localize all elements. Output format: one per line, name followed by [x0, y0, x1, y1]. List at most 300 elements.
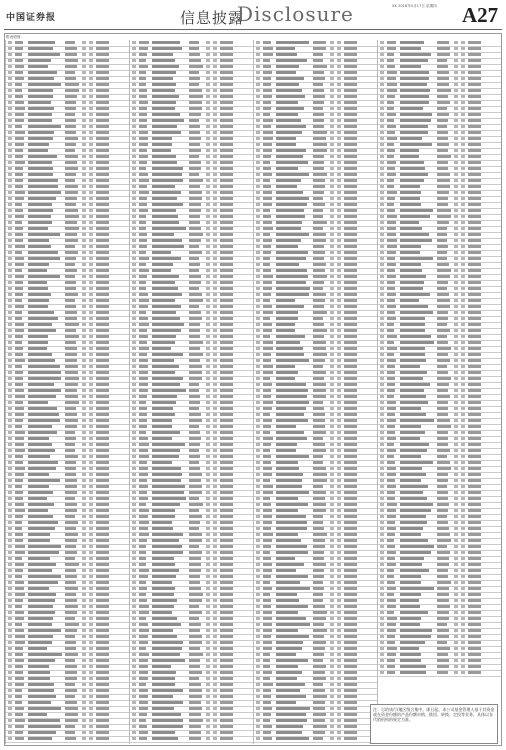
- table-cell: [263, 203, 272, 206]
- table-cell: [468, 275, 481, 278]
- table-cell: [139, 443, 149, 446]
- table-cell: [330, 47, 334, 50]
- table-cell: [152, 287, 178, 290]
- table-cell: [213, 713, 217, 716]
- table-cell: [380, 485, 384, 488]
- table-cell: [15, 83, 22, 86]
- table-cell: [256, 317, 260, 320]
- table-cell: [206, 137, 210, 140]
- masthead: [0, 0, 506, 30]
- table-cell: [461, 227, 465, 230]
- table-cell: [65, 185, 78, 188]
- table-cell: [213, 167, 217, 170]
- table-cell: [139, 233, 147, 236]
- table-cell: [8, 683, 12, 686]
- table-cell: [263, 683, 273, 686]
- table-cell: [132, 239, 136, 242]
- table-cell: [82, 329, 86, 332]
- table-cell: [330, 701, 334, 704]
- table-cell: [89, 377, 93, 380]
- table-cell: [139, 41, 149, 44]
- table-cell: [330, 413, 334, 416]
- table-cell: [132, 275, 136, 278]
- table-cell: [8, 203, 12, 206]
- table-cell: [189, 263, 200, 266]
- table-cell: [220, 167, 233, 170]
- table-cell: [387, 53, 394, 56]
- table-cell: [468, 95, 481, 98]
- table-cell: [8, 245, 12, 248]
- table-cell: [206, 107, 210, 110]
- table-cell: [89, 341, 93, 344]
- table-cell: [152, 695, 173, 698]
- table-cell: [15, 305, 24, 308]
- table-cell: [256, 431, 260, 434]
- table-cell: [65, 95, 77, 98]
- table-cell: [313, 563, 326, 566]
- table-cell: [96, 137, 109, 140]
- footnote-text: 注：尽的该行/地区级合集中，即日起，本公司基金管理人基于其资金或在资金份额的产品份额申购、赎回、转换、定投等业务，具体以各代销机构的规定为准。: [373, 707, 495, 723]
- table-cell: [213, 689, 217, 692]
- table-cell: [276, 701, 296, 704]
- table-cell: [380, 497, 384, 500]
- table-cell: [330, 149, 334, 152]
- table-cell: [468, 653, 481, 656]
- table-cell: [461, 419, 465, 422]
- table-cell: [344, 617, 357, 620]
- table-cell: [82, 65, 86, 68]
- table-cell: [468, 89, 481, 92]
- table-cell: [380, 47, 384, 50]
- table-cell: [380, 401, 384, 404]
- table-cell: [468, 359, 481, 362]
- table-cell: [8, 185, 12, 188]
- table-cell: [82, 377, 86, 380]
- table-cell: [139, 449, 148, 452]
- table-cell: [89, 539, 93, 542]
- table-cell: [82, 515, 86, 518]
- table-cell: [276, 245, 298, 248]
- table-cell: [468, 647, 481, 650]
- table-cell: [387, 269, 395, 272]
- table-cell: [276, 539, 301, 542]
- table-cell: [15, 323, 24, 326]
- table-cell: [15, 203, 22, 206]
- table-cell: [82, 389, 86, 392]
- table-cell: [139, 527, 148, 530]
- table-row: [254, 736, 377, 743]
- table-cell: [400, 641, 425, 644]
- table-cell: [256, 437, 260, 440]
- table-cell: [189, 461, 199, 464]
- table-cell: [132, 455, 136, 458]
- table-cell: [206, 437, 210, 440]
- table-cell: [337, 77, 341, 80]
- table-cell: [96, 431, 109, 434]
- table-cell: [189, 239, 201, 242]
- table-cell: [96, 143, 109, 146]
- table-cell: [330, 371, 334, 374]
- table-cell: [276, 713, 306, 716]
- table-cell: [152, 53, 173, 56]
- table-cell: [15, 401, 23, 404]
- table-cell: [461, 509, 465, 512]
- table-cell: [468, 53, 481, 56]
- table-cell: [437, 89, 451, 92]
- table-cell: [8, 233, 12, 236]
- table-cell: [8, 443, 12, 446]
- table-cell: [28, 557, 50, 560]
- table-cell: [400, 587, 434, 590]
- page-number: A27: [462, 3, 499, 27]
- table-cell: [65, 365, 78, 368]
- table-cell: [263, 707, 272, 710]
- table-cell: [189, 503, 203, 506]
- table-cell: [263, 413, 270, 416]
- table-cell: [220, 677, 233, 680]
- table-cell: [220, 383, 233, 386]
- table-cell: [256, 329, 260, 332]
- table-cell: [468, 347, 481, 350]
- table-cell: [344, 101, 357, 104]
- table-cell: [132, 575, 136, 578]
- table-cell: [82, 599, 86, 602]
- table-cell: [256, 269, 260, 272]
- table-cell: [387, 221, 396, 224]
- table-cell: [28, 71, 57, 74]
- table-cell: [189, 179, 203, 182]
- table-cell: [400, 569, 429, 572]
- table-cell: [276, 581, 300, 584]
- table-cell: [139, 131, 148, 134]
- table-cell: [256, 311, 260, 314]
- table-cell: [189, 101, 202, 104]
- table-cell: [461, 269, 465, 272]
- table-cell: [263, 293, 271, 296]
- table-cell: [313, 311, 327, 314]
- table-cell: [213, 467, 217, 470]
- table-cell: [330, 569, 334, 572]
- table-cell: [139, 593, 146, 596]
- table-cell: [220, 257, 233, 260]
- table-cell: [213, 599, 217, 602]
- table-cell: [213, 551, 217, 554]
- table-cell: [437, 59, 447, 62]
- table-cell: [220, 617, 233, 620]
- table-cell: [89, 59, 93, 62]
- table-cell: [28, 431, 57, 434]
- table-cell: [344, 317, 357, 320]
- table-cell: [330, 575, 334, 578]
- table-cell: [461, 83, 465, 86]
- table-cell: [454, 419, 458, 422]
- table-cell: [213, 281, 217, 284]
- table-cell: [65, 731, 75, 734]
- table-cell: [206, 695, 210, 698]
- table-cell: [461, 563, 465, 566]
- table-cell: [82, 395, 86, 398]
- table-cell: [206, 59, 210, 62]
- table-cell: [15, 593, 25, 596]
- table-cell: [256, 545, 260, 548]
- table-cell: [400, 611, 428, 614]
- table-cell: [220, 137, 233, 140]
- table-cell: [461, 503, 465, 506]
- table-cell: [213, 233, 217, 236]
- table-cell: [337, 635, 341, 638]
- table-cell: [263, 677, 270, 680]
- table-cell: [8, 473, 12, 476]
- table-cell: [276, 323, 295, 326]
- table-cell: [256, 365, 260, 368]
- table-cell: [152, 689, 183, 692]
- table-cell: [89, 197, 93, 200]
- table-cell: [454, 203, 458, 206]
- table-cell: [15, 527, 22, 530]
- table-cell: [82, 641, 86, 644]
- table-cell: [344, 131, 357, 134]
- table-cell: [400, 629, 432, 632]
- table-cell: [256, 281, 260, 284]
- table-cell: [220, 389, 233, 392]
- table-cell: [256, 389, 260, 392]
- table-cell: [96, 647, 109, 650]
- table-cell: [263, 377, 270, 380]
- table-cell: [313, 647, 325, 650]
- table-cell: [15, 719, 25, 722]
- table-cell: [213, 413, 217, 416]
- table-cell: [276, 587, 310, 590]
- table-cell: [89, 311, 93, 314]
- table-cell: [400, 107, 423, 110]
- table-cell: [437, 77, 449, 80]
- table-cell: [276, 305, 304, 308]
- table-cell: [263, 449, 270, 452]
- table-cell: [132, 443, 136, 446]
- table-cell: [15, 287, 23, 290]
- table-cell: [152, 197, 177, 200]
- table-cell: [337, 419, 341, 422]
- table-cell: [380, 41, 384, 44]
- table-cell: [400, 173, 428, 176]
- table-cell: [206, 467, 210, 470]
- table-cell: [220, 209, 233, 212]
- table-cell: [8, 167, 12, 170]
- table-cell: [132, 467, 136, 470]
- table-cell: [276, 143, 296, 146]
- table-cell: [387, 629, 396, 632]
- table-cell: [276, 677, 297, 680]
- table-cell: [337, 251, 341, 254]
- table-cell: [437, 551, 450, 554]
- table-cell: [139, 89, 147, 92]
- table-cell: [213, 461, 217, 464]
- table-cell: [152, 281, 175, 284]
- table-cell: [132, 161, 136, 164]
- table-cell: [387, 131, 395, 134]
- table-cell: [132, 179, 136, 182]
- table-cell: [276, 647, 302, 650]
- table-cell: [220, 341, 233, 344]
- table-cell: [276, 335, 305, 338]
- table-cell: [132, 617, 136, 620]
- table-cell: [15, 179, 23, 182]
- table-cell: [256, 587, 260, 590]
- table-cell: [89, 545, 93, 548]
- table-cell: [454, 185, 458, 188]
- table-cell: [400, 197, 420, 200]
- table-cell: [330, 59, 334, 62]
- table-cell: [8, 71, 12, 74]
- table-cell: [15, 521, 22, 524]
- table-cell: [468, 557, 481, 560]
- table-cell: [400, 59, 428, 62]
- table-cell: [82, 455, 86, 458]
- table-cell: [454, 53, 458, 56]
- table-cell: [139, 695, 148, 698]
- table-cell: [28, 47, 53, 50]
- table-cell: [454, 449, 458, 452]
- table-cell: [96, 317, 109, 320]
- table-cell: [437, 281, 448, 284]
- table-cell: [313, 611, 327, 614]
- table-cell: [213, 527, 217, 530]
- table-cell: [437, 335, 447, 338]
- table-cell: [139, 257, 149, 260]
- table-cell: [152, 521, 172, 524]
- table-cell: [82, 473, 86, 476]
- table-cell: [96, 443, 109, 446]
- table-cell: [387, 557, 395, 560]
- table-cell: [330, 671, 334, 674]
- table-cell: [132, 221, 136, 224]
- table-cell: [220, 599, 233, 602]
- table-cell: [400, 53, 431, 56]
- table-cell: [15, 665, 23, 668]
- table-cell: [337, 281, 341, 284]
- table-cell: [96, 593, 109, 596]
- table-cell: [132, 185, 136, 188]
- table-cell: [380, 659, 384, 662]
- table-cell: [139, 401, 146, 404]
- table-cell: [276, 575, 308, 578]
- table-cell: [65, 617, 75, 620]
- table-cell: [28, 257, 60, 260]
- table-cell: [89, 329, 93, 332]
- table-cell: [276, 515, 306, 518]
- table-cell: [189, 659, 200, 662]
- table-cell: [454, 221, 458, 224]
- table-cell: [387, 155, 394, 158]
- table-cell: [344, 467, 357, 470]
- table-cell: [437, 137, 448, 140]
- table-cell: [344, 125, 357, 128]
- table-cell: [152, 293, 182, 296]
- table-cell: [330, 509, 334, 512]
- table-cell: [8, 647, 12, 650]
- table-cell: [189, 707, 202, 710]
- table-cell: [8, 575, 12, 578]
- table-cell: [8, 227, 12, 230]
- table-cell: [213, 623, 217, 626]
- table-cell: [330, 191, 334, 194]
- table-cell: [313, 245, 324, 248]
- table-cell: [132, 737, 136, 740]
- table-cell: [139, 473, 148, 476]
- table-cell: [437, 347, 451, 350]
- table-cell: [96, 665, 109, 668]
- table-cell: [65, 221, 77, 224]
- table-cell: [263, 47, 273, 50]
- table-cell: [437, 425, 451, 428]
- table-cell: [313, 59, 323, 62]
- table-cell: [330, 533, 334, 536]
- table-cell: [468, 119, 481, 122]
- table-cell: [82, 557, 86, 560]
- table-cell: [461, 53, 465, 56]
- table-cell: [132, 695, 136, 698]
- table-cell: [461, 461, 465, 464]
- table-cell: [96, 599, 109, 602]
- table-cell: [89, 215, 93, 218]
- table-cell: [330, 125, 334, 128]
- table-cell: [89, 191, 93, 194]
- table-cell: [65, 233, 77, 236]
- table-cell: [132, 599, 136, 602]
- table-cell: [387, 137, 397, 140]
- table-cell: [65, 431, 75, 434]
- table-cell: [263, 731, 271, 734]
- table-cell: [206, 485, 210, 488]
- table-cell: [15, 623, 22, 626]
- table-cell: [468, 191, 481, 194]
- table-cell: [344, 563, 357, 566]
- table-cell: [276, 65, 299, 68]
- table-cell: [82, 431, 86, 434]
- table-cell: [189, 653, 203, 656]
- table-cell: [15, 629, 24, 632]
- table-cell: [344, 185, 357, 188]
- table-cell: [330, 587, 334, 590]
- table-cell: [8, 275, 12, 278]
- table-cell: [387, 455, 394, 458]
- table-cell: [256, 359, 260, 362]
- table-cell: [256, 425, 260, 428]
- table-cell: [387, 149, 395, 152]
- table-cell: [330, 731, 334, 734]
- table-cell: [96, 515, 109, 518]
- table-cell: [89, 725, 93, 728]
- table-cell: [132, 521, 136, 524]
- table-cell: [8, 305, 12, 308]
- table-cell: [96, 563, 109, 566]
- table-cell: [468, 203, 481, 206]
- table-cell: [28, 473, 49, 476]
- table-cell: [96, 707, 109, 710]
- table-cell: [206, 647, 210, 650]
- table-cell: [263, 101, 271, 104]
- table-cell: [461, 671, 465, 674]
- table-cell: [82, 101, 86, 104]
- table-cell: [387, 401, 396, 404]
- table-cell: [89, 623, 93, 626]
- table-cell: [380, 77, 384, 80]
- table-cell: [256, 515, 260, 518]
- table-cell: [220, 539, 233, 542]
- table-cell: [189, 203, 201, 206]
- table-cell: [437, 191, 449, 194]
- table-cell: [380, 473, 384, 476]
